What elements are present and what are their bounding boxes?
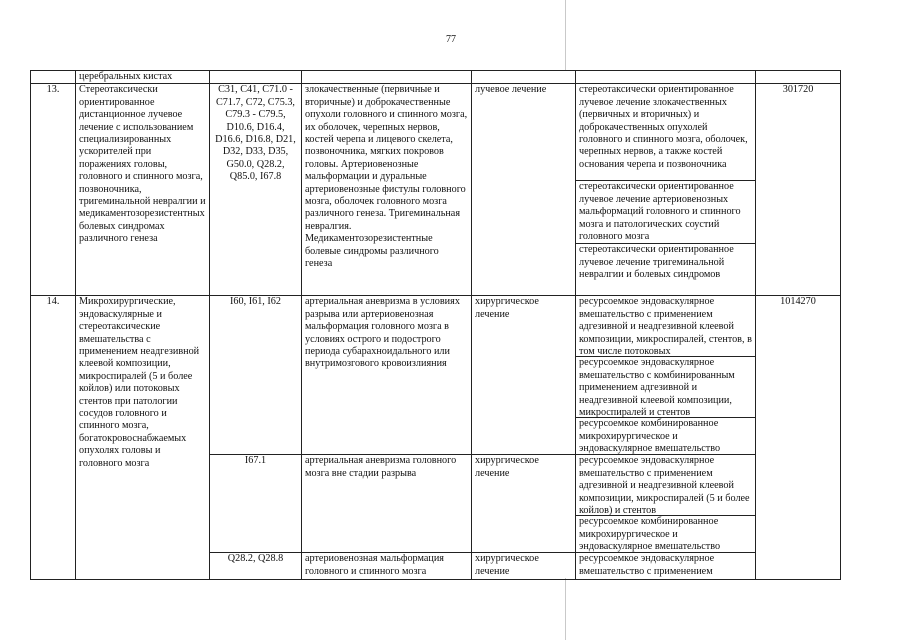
cost: 1014270 [756,296,841,580]
cell-disease [302,71,472,84]
row-number: 13. [31,84,76,296]
method-item: стереотаксически ориентированное лучевое лечение злокачественных (первичных и вторичных) и доброкачественных опухолей головного и спинного мозга, оболочек, черепных нервов, а также костей основания черепа и позвоночника [579,84,748,170]
treatment-type: хирургическое лечение [472,296,576,455]
method-item: стереотаксически ориентированное лучевое лечение артериовенозных мальформаций головного и спинного мозга и патологических соустий головного мозга [576,180,755,243]
treatment-methods [576,296,756,455]
scan-fold-line-bottom [565,578,566,640]
treatment-type: лучевое лечение [472,84,576,296]
cell-treat-type [472,71,576,84]
disease-model: артериальная аневризма в условиях разрыва или артериовенозная мальформация головного мозга в условиях острого и подострого периода субарахноидального или внутримозгового кровоизлияния [302,296,472,455]
treatment-name: Микрохирургические, эндоваскулярные и стереотаксические вмешательства с применением неадгезивной клеевой композиции, микроспиралей (5 и более койлов) или потоковых стентов при патологии сосудов головного и спинного мозга, богатокровоснабжаемых опухолях головы и головного мозга [76,296,210,580]
cell-codes [210,71,302,84]
treatment-methods [576,455,756,553]
icd-codes: I60, I61, I62 [210,296,302,455]
disease-model: артериовенозная мальформация головного и спинного мозга [302,553,472,580]
method-item: ресурсоемкое эндоваскулярное вмешательство с применением адгезивной и неадгезивной клеевой композиции, микроспиралей, стентов, в том числе потоковых [579,296,752,358]
icd-codes: Q28.2, Q28.8 [210,553,302,580]
medical-care-table [30,70,841,580]
treatment-methods [576,84,756,296]
table-row-13 [31,84,841,296]
scan-fold-line-top [565,0,566,70]
row-number: 14. [31,296,76,580]
disease-model: злокачественные (первичные и вторичные) и доброкачественные опухоли головного и спинного мозга, их оболочек, черепных нервов, костей черепа и лицевого скелета, позвоночника, мягких покровов головы. Артериовенозные мальформации и дуральные артериовенозные фистулы головного мозга, оболочек головного мозга различного генеза. Тригеминальная невралгия. Медикаментозорезистентные болевые синдромы различного генеза [302,84,472,296]
method-item: ресурсоемкое эндоваскулярное вмешательство с применением [579,553,715,577]
method-item: стереотаксически ориентированное лучевое лечение тригеминальной невралгии и болевых синдромов [576,243,755,280]
table-row-14 [31,296,841,455]
method-item: ресурсоемкое эндоваскулярное вмешательство с применением адгезивной и неадгезивной клеевой композиции, микроспиралей (5 и более койлов) и стентов [579,455,750,517]
cell-methods [576,71,756,84]
method-item: ресурсоемкое комбинированное микрохирургическое и эндоваскулярное вмешательство [576,515,755,552]
cell-cost [756,71,841,84]
cost: 301720 [756,84,841,296]
disease-model: артериальная аневризма головного мозга вне стадии разрыва [302,455,472,553]
method-item: ресурсоемкое эндоваскулярное вмешательство с комбинированным применением адгезивной и неадгезивной клеевой композиции, микроспиралей и стентов [576,356,755,417]
method-item: ресурсоемкое комбинированное микрохирургическое и эндоваскулярное вмешательство [576,417,755,454]
treatment-type: хирургическое лечение [472,455,576,553]
treatment-type: хирургическое лечение [472,553,576,580]
table-row-continuation [31,71,841,84]
cell-name: церебральных кистах [76,71,210,84]
cell-num [31,71,76,84]
treatment-name: Стереотаксически ориентированное дистанционное лучевое лечение с использованием специализированных ускорителей при поражениях головы, головного и спинного мозга, позвоночника, тригеминальной невралгии и медикаментозорезистентных болевых синдромах различного генеза [76,84,210,296]
icd-codes: I67.1 [210,455,302,553]
icd-codes: C31, C41, C71.0 - C71.7, C72, C75.3, C79.3 - C79.5, D10.6, D16.4, D16.6, D16.8, D21, D32, D33, D35, G50.0, Q28.2, Q85.0, I67.8 [210,84,302,296]
page-number: 77 [446,34,456,45]
treatment-methods [576,553,756,580]
